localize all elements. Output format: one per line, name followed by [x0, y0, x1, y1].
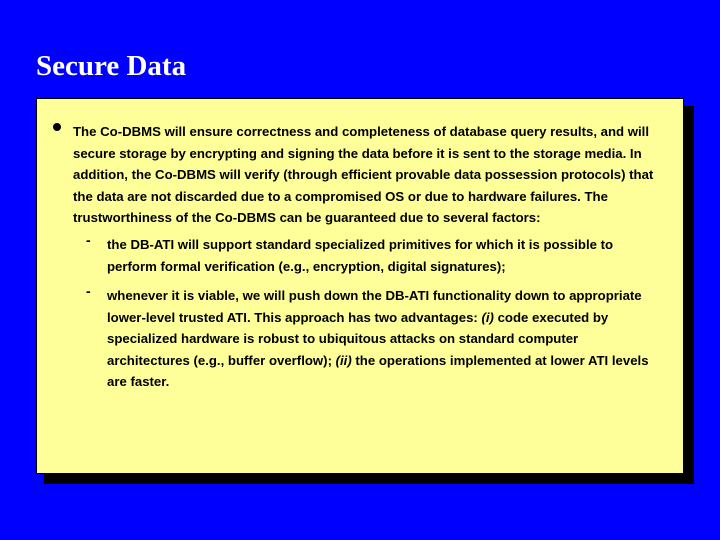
sub-point-2-text-b: code executed by specialized hardware is robust to ubiquitous attacks on standard computer architectures (e.g., buffer overflow);: [107, 309, 609, 368]
sub-point-2: [107, 285, 663, 393]
sub-point-2-marker-i: (i): [481, 309, 494, 325]
bullet-icon: [53, 123, 61, 131]
dash-icon: -: [86, 283, 91, 299]
main-paragraph: The Co-DBMS will ensure correctness and completeness of database query results, and will secure storage by encrypting and signing the data before it is sent to the storage media. In addition, the Co-DBMS will verify (through efficient provable data possession protocols) that the data are not discarded due to a compromised OS or due to hardware failures. The trustworthiness of the Co-DBMS can be guaranteed due to several factors:: [73, 124, 654, 225]
dash-icon: -: [86, 232, 91, 248]
slide-title: Secure Data: [36, 50, 187, 82]
sub-point-2-text-a: whenever it is viable, we will push down the DB-ATI functionality down to appropriate lower-level trusted ATI. This approach has two advantages:: [107, 288, 642, 325]
sub-point-2-text-c: the operations implemented at lower ATI levels are faster.: [107, 352, 649, 389]
sub-point-1: the DB-ATI will support standard specialized primitives for which it is possible to perform formal verification (e.g., encryption, digital signatures);: [107, 237, 614, 274]
sub-point-2-marker-ii: (ii): [335, 352, 352, 368]
content-box: [36, 98, 684, 474]
